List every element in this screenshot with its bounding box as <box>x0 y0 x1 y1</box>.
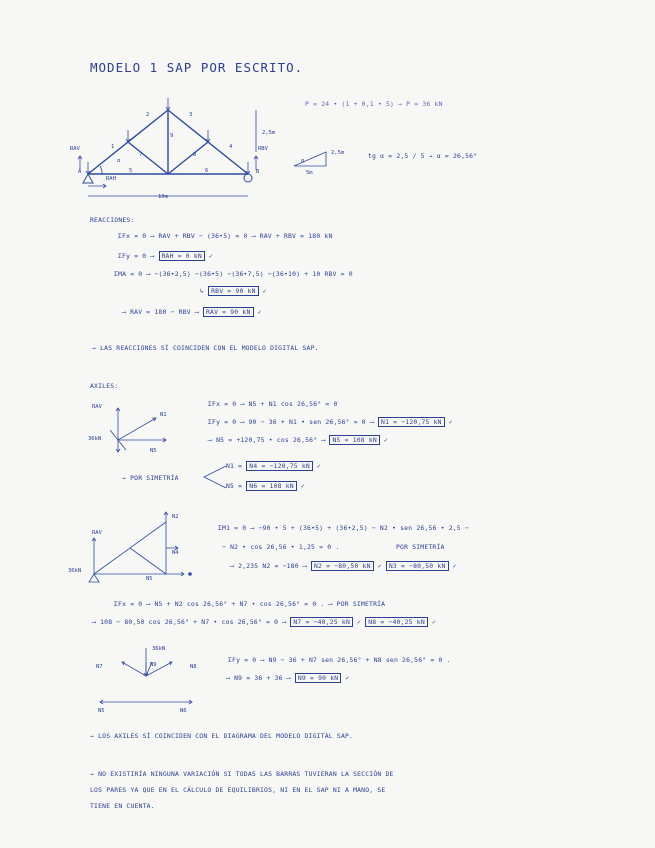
reactions-heading: REACCIONES: <box>90 216 135 224</box>
reaction-label-rav: RAV <box>70 146 80 152</box>
node3-eq-1: ΣFy = 0 ⟶ N9 − 36 + N7 sen 26,56° + N8 sen 26,56° = 0 . <box>228 656 451 664</box>
section-eq-3 <box>230 562 457 570</box>
result-n3: N3 = −80,50 kN <box>386 561 449 571</box>
symmetry-label-3: POR SIMETRÍA <box>336 600 386 608</box>
fbd3-label-load: 36kN <box>152 646 166 652</box>
axials-heading: AXILES: <box>90 382 119 390</box>
final-note-line-2: LOS PARES YA QUE EN EL CÁLCULO DE EQUILIBRIOS, NI EN EL SAP NI A MANO, SE <box>90 786 386 794</box>
triangle-base: 5m <box>306 170 313 176</box>
reactions-eq-4 <box>200 287 267 295</box>
final-note-line-3: TIENE EN CUENTA. <box>90 802 155 810</box>
check-mark: ✓ <box>262 287 267 295</box>
height-label: 2,5m <box>262 130 276 136</box>
fbd2-label-n4: N4 <box>172 550 179 556</box>
fbd1-label-n1: N1 <box>160 412 167 418</box>
check-mark: ✓ <box>431 618 436 626</box>
member-label-2: 2 <box>146 112 150 118</box>
result-rav: RAV = 90 kN <box>203 307 254 317</box>
check-mark: ✓ <box>384 436 389 444</box>
fbd3-label-n5: N5 <box>98 708 105 714</box>
fbd2-label-n2: N2 <box>172 514 179 520</box>
node1-eq-1: ΣFx = 0 ⟶ N5 + N1 cos 26,56° = 0 <box>208 400 338 408</box>
check-mark: ✓ <box>357 618 362 626</box>
triangle-angle: α <box>301 158 305 164</box>
fbd2-label-rav: RAV <box>92 530 102 536</box>
reactions-eq-1: ΣFx = 0 ⟶ RAV + RBV − (36•5) = 0 ⟶ RAV + RBV = 180 kN <box>118 232 333 240</box>
symmetry-result-2-lhs: N5 = <box>226 482 243 490</box>
node1-eq-2 <box>208 418 453 426</box>
result-n1: N1 = −120,75 kN <box>378 417 445 427</box>
symmetry-label-1: → POR SIMETRÍA <box>122 474 179 482</box>
result-rbv: RBV = 90 kN <box>208 286 259 296</box>
truss-diagram <box>70 96 270 206</box>
check-mark: ✓ <box>317 462 322 470</box>
result-n9: N9 = 90 kN <box>295 673 341 683</box>
angle-arc <box>100 166 102 174</box>
arrow: ↳ <box>200 287 209 295</box>
diagonal-right <box>168 142 208 174</box>
reactions-eq-5 <box>122 308 262 316</box>
node-label-b: B <box>256 169 260 175</box>
check-mark: ✓ <box>345 674 350 682</box>
member-label-5: 5 <box>129 168 133 174</box>
reaction-label-rah: RAH <box>106 176 116 182</box>
reactions-eq-3: ΣMA = 0 ⟶ −(36•2,5) −(36•5) −(36•7,5) −(36•10) + 10 RBV = 0 <box>114 270 353 278</box>
fbd1-label-load: 36kN <box>88 436 102 442</box>
reactions-eq-2 <box>118 252 213 260</box>
fbd3-label-n7: N7 <box>96 664 103 670</box>
node3-eq-2-lhs: ⟶ N9 = 36 + 36 ⟶ <box>226 674 291 682</box>
section-eq-4 <box>114 600 385 608</box>
triangle-height: 2,5m <box>331 150 345 156</box>
section-eq-4-text: ΣFx = 0 ⟶ N5 + N2 cos 26,56° + N7 • cos 26,56° = 0 . ⟶ <box>114 600 333 608</box>
diagonal-left <box>128 142 168 174</box>
section-eq-3-lhs: ⟶ 2,235 N2 = −180 ⟶ <box>230 562 307 570</box>
reactions-eq-2-lhs: ΣFy = 0 ⟶ <box>118 252 155 260</box>
symmetry-label-2: POR SIMETRÍA <box>396 543 445 551</box>
span-label: 10m <box>158 194 168 200</box>
result-n2: N2 = −80,50 kN <box>311 561 374 571</box>
result-n5: N5 = 108 kN <box>329 435 380 445</box>
member-label-1: 1 <box>111 144 115 150</box>
member-label-3: 3 <box>189 112 193 118</box>
load-equation: P = 24 • (1 + 0,1 • 5) → P = 36 kN <box>305 100 443 108</box>
node1-eq-3 <box>208 436 388 444</box>
member-label-6: 6 <box>205 168 209 174</box>
fbd2-label-load: 36kN <box>68 568 82 574</box>
section-eq-5 <box>92 618 436 626</box>
check-mark: ✓ <box>377 562 382 570</box>
node1-eq-3-lhs: ⟶ N5 = +120,75 • cos 26,56° ⟶ <box>208 436 326 444</box>
support-pin-a <box>83 174 93 183</box>
result-n4: N4 = −120,75 kN <box>246 461 313 471</box>
section-eq-1: ΣM1 = 0 ⟶ −90 • 5 + (36•5) + (36•2,5) − N2 • sen 26,56 • 2,5 − <box>218 524 469 532</box>
member-label-8: 8 <box>193 152 197 158</box>
support-roller-b <box>244 174 252 182</box>
check-mark: ✓ <box>448 418 453 426</box>
check-mark: ✓ <box>452 562 457 570</box>
symmetry-result-2 <box>226 482 305 490</box>
member-label-4: 4 <box>229 144 233 150</box>
angle-label: α <box>117 158 121 164</box>
fbd2-label-n5: N5 <box>146 576 153 582</box>
symmetry-result-1-lhs: N1 = <box>226 462 243 470</box>
fbd1-label-n5: N5 <box>150 448 157 454</box>
axials-note: → LOS AXILES SÍ COINCIDEN CON EL DIAGRAMA DEL MODELO DIGITAL SAP. <box>90 732 354 740</box>
fbd3-label-n8: N8 <box>190 664 197 670</box>
angle-equation: tg α = 2,5 / 5 → α = 26,56° <box>368 152 478 160</box>
section-eq-5-lhs: ⟶ 108 − 80,50 cos 26,56° + N7 • cos 26,56° = 0 ⟶ <box>92 618 287 626</box>
fbd3-label-n9: N9 <box>150 662 157 668</box>
page-title: MODELO 1 SAP POR ESCRITO. <box>90 60 304 75</box>
angle-triangle <box>292 148 332 172</box>
result-n7: N7 = −40,25 kN <box>290 617 353 627</box>
section-cut-fbd <box>86 508 196 588</box>
node1-eq-2-lhs: ΣFy = 0 ⟶ 90 − 36 + N1 • sen 26,56° = 0 ⟶ <box>208 418 374 426</box>
fbd3-label-n6: N6 <box>180 708 187 714</box>
final-note-line-1: → NO EXISTIRÍA NINGUNA VARIACIÓN SI TODAS LAS BARRAS TUVIERAN LA SECCIÓN DE <box>90 770 394 778</box>
check-mark: ✓ <box>257 308 262 316</box>
node-3-fbd <box>92 644 202 714</box>
reactions-eq-5-lhs: ⟶ RAV = 180 − RBV ⟶ <box>122 308 199 316</box>
check-mark: ✓ <box>209 252 214 260</box>
result-rah: RAH = 0 kN <box>159 251 205 261</box>
node-label-a: A <box>78 169 82 175</box>
reaction-label-rbv: RBV <box>258 146 268 152</box>
result-n6: N6 = 108 kN <box>246 481 297 491</box>
node3-eq-2 <box>226 674 349 682</box>
member-label-9: 9 <box>170 133 174 139</box>
check-mark: ✓ <box>300 482 305 490</box>
section-eq-2: − N2 • cos 26,56 • 1,25 = 0 . <box>222 543 340 551</box>
result-n8: N8 = −40,25 kN <box>365 617 428 627</box>
reactions-note: → LAS REACCIONES SÍ COINCIDEN CON EL MODELO DIGITAL SAP. <box>92 344 319 352</box>
fbd1-label-rav: RAV <box>92 404 102 410</box>
symmetry-result-1 <box>226 462 321 470</box>
member-label-7: 7 <box>139 152 143 158</box>
